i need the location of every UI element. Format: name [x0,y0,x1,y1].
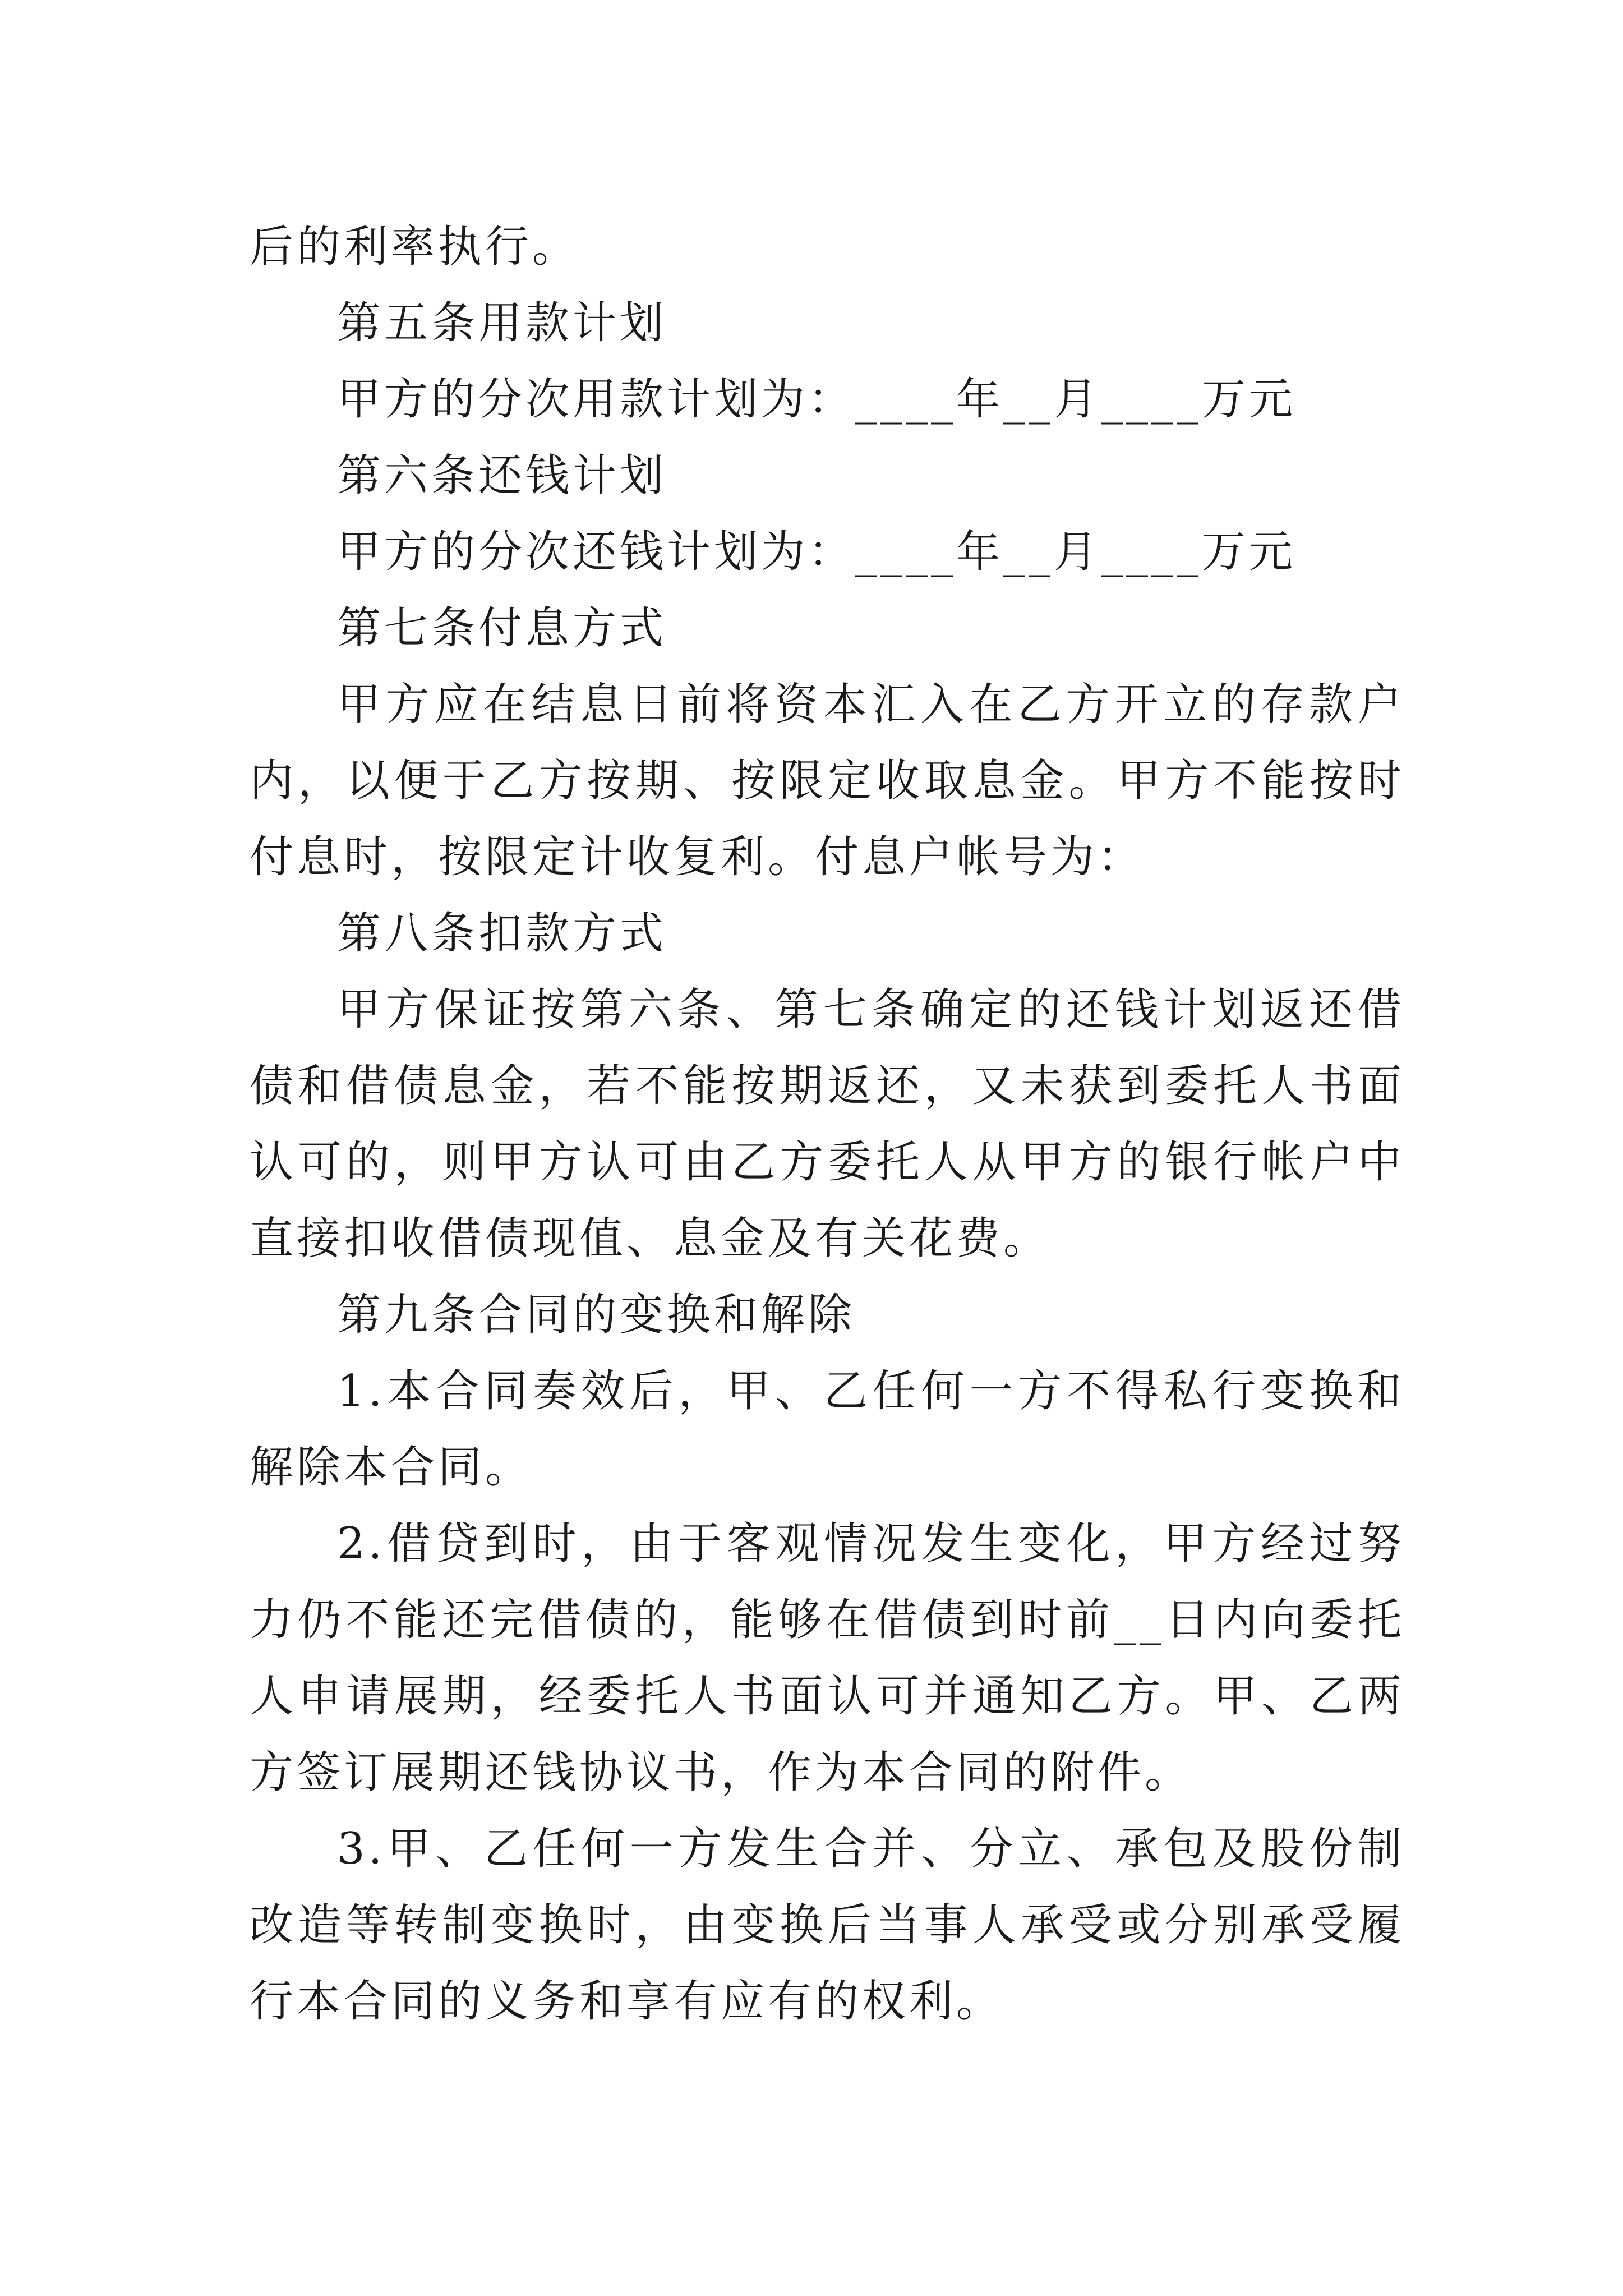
paragraph-clause-2: 2.借贷到时，由于客观情况发生变化，甲方经过努力仍不能还完借债的，能够在借债到时前__日内向委托人申请展期，经委托人书面认可并通知乙方。甲、乙两方签订展期还钱协议书，作为本合同的附件。 [250,1519,1405,1798]
paragraph-clause-1: 1.本合同奏效后，甲、乙任何一方不得私行变换和解除本合同。 [250,1366,1405,1493]
section-heading-8: 第八条扣款方式 [337,908,667,959]
section-heading-7: 第七条付息方式 [337,603,667,654]
paragraph-clause-3: 3.甲、乙任何一方发生合并、分立、承包及股份制改造等转制变换时，由变换后当事人承受或分别承受履行本合同的义务和享有应有的权利。 [250,1824,1405,2027]
paragraph-usage-plan: 甲方的分次用款计划为：____年__月____万元 [337,374,1297,425]
paragraph-repayment-plan: 甲方的分次还钱计划为：____年__月____万元 [337,527,1297,577]
paragraph-deduction: 甲方保证按第六条、第七条确定的还钱计划返还借债和借债息金，若不能按期返还，又未获到委托人书面认可的，则甲方认可由乙方委托人从甲方的银行帐户中直接扣收借债现值、息金及有关花费。 [250,984,1405,1264]
section-heading-9: 第九条合同的变换和解除 [337,1290,856,1340]
paragraph-interest-payment: 甲方应在结息日前将资本汇入在乙方开立的存款户内，以便于乙方按期、按限定收取息金。甲方不能按时付息时，按限定计收复利。付息户帐号为： [250,679,1405,882]
section-heading-5: 第五条用款计划 [337,298,667,348]
document-page [250,209,1405,2040]
paragraph-continuation: 后的利率执行。 [250,222,580,272]
section-heading-6: 第六条还钱计划 [337,450,667,501]
